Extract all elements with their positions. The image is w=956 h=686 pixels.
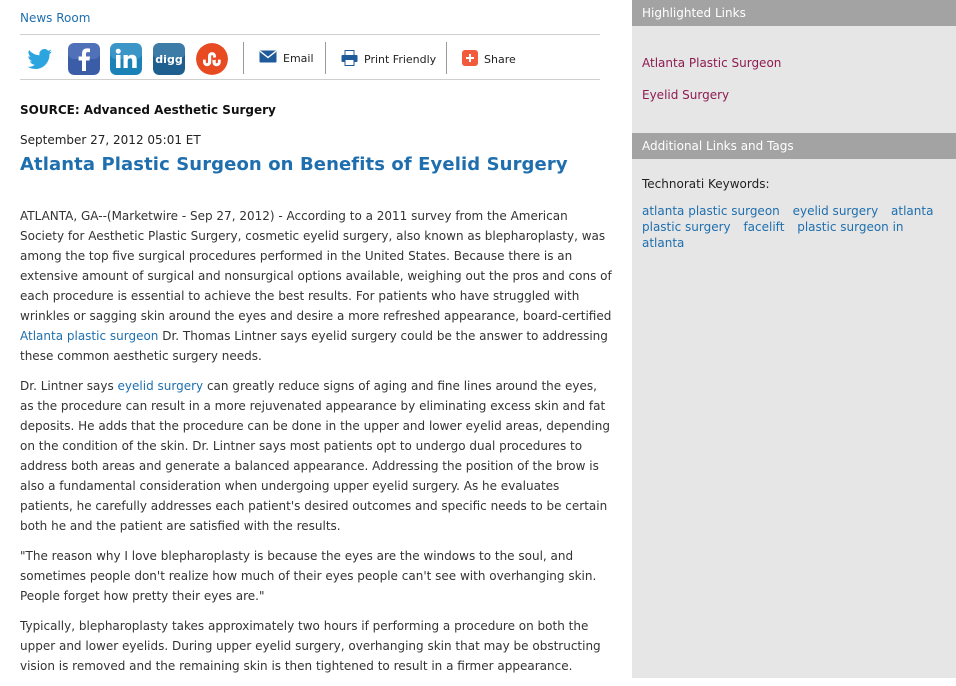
digg-icon[interactable]: [153, 43, 185, 75]
toolbar-separator: [243, 42, 244, 74]
stumbleupon-icon[interactable]: [196, 43, 228, 75]
linkedin-icon[interactable]: [110, 43, 142, 75]
envelope-icon: [259, 50, 277, 66]
keyword-link[interactable]: eyelid surgery: [792, 204, 879, 218]
additional-links-header: Additional Links and Tags: [632, 133, 956, 159]
keyword-link[interactable]: plastic surgeon in atlanta: [642, 220, 904, 250]
keyword-list: [642, 203, 942, 251]
share-button[interactable]: [462, 50, 516, 69]
share-toolbar: [20, 40, 610, 76]
plus-icon: [462, 50, 478, 69]
paragraph: ATLANTA, GA--(Marketwire - Sep 27, 2012) - According to a 2011 survey from the American Society for Aesthetic Plastic Surgery, cosmetic eyelid surgery, also known as blepharoplasty, was among the top five surgical procedures performed in the United States. Because there is an extensive amount of surgical and nonsurgical options available, weighing out the pros and cons of each procedure is essential to achieve the best results. For patients who have struggled with wrinkles or sagging skin around the eyes and desire a more refreshed appearance, board-certified Atlanta plastic surgeon Dr. Thomas Lintner says eyelid surgery could be the answer to addressing these common aesthetic surgery needs.: [20, 209, 612, 363]
technorati-keywords-label: Technorati Keywords:: [642, 177, 770, 191]
keyword-link[interactable]: atlanta plastic surgery: [642, 204, 934, 234]
publish-date: September 27, 2012 05:01 ET: [20, 133, 201, 147]
atlanta-plastic-surgeon-link[interactable]: Atlanta plastic surgeon: [20, 329, 159, 343]
keyword-link[interactable]: facelift: [743, 220, 785, 234]
email-label: Email: [283, 51, 314, 65]
print-friendly-button[interactable]: [341, 50, 436, 69]
eyelid-surgery-link[interactable]: eyelid surgery: [117, 379, 204, 393]
article-body: [20, 206, 612, 686]
sidebar-link-eyelid-surgery[interactable]: Eyelid Surgery: [642, 88, 730, 102]
highlighted-links-header: Highlighted Links: [632, 0, 956, 26]
paragraph: "The reason why I love blepharoplasty is because the eyes are the windows to the soul, and sometimes people don't realize how much of their eyes people can't see with overhanging skin. People forget how pretty their eyes are.": [20, 549, 597, 603]
printer-icon: [341, 50, 358, 69]
sidebar-link-atlanta-plastic-surgeon[interactable]: Atlanta Plastic Surgeon: [642, 56, 782, 70]
email-button[interactable]: [259, 50, 314, 66]
divider: [20, 79, 600, 80]
print-label: Print Friendly: [364, 53, 437, 66]
facebook-icon[interactable]: [68, 43, 100, 75]
sidebar: [632, 0, 956, 678]
share-label: Share: [484, 53, 516, 66]
paragraph: Typically, blepharoplasty takes approximately two hours if performing a procedure on both the upper and lower eyelids. During upper eyelid surgery, overhanging skin that may be obstructing vision is removed and the remaining skin is then tightened to result in a firmer appearance.: [20, 619, 601, 673]
divider: [20, 34, 600, 35]
toolbar-separator: [446, 42, 447, 74]
twitter-icon[interactable]: [24, 43, 56, 75]
digg-text: digg: [155, 53, 183, 66]
keyword-link[interactable]: atlanta plastic surgeon: [642, 204, 780, 218]
paragraph: Dr. Lintner says eyelid surgery can greatly reduce signs of aging and fine lines around the eyes, as the procedure can result in a more rejuvenated appearance by eliminating excess skin and fat deposits. He adds that the procedure can be done in the upper and lower eyelid areas, depending on the condition of the skin. Dr. Lintner says most patients opt to undergo dual procedures to address both areas and generate a balanced appearance. Addressing the position of the brow is also a fundamental consideration when undergoing upper eyelid surgery. As he evaluates patients, he carefully addresses each patient's desired outcomes and specific needs to be certain both he and the patient are satisfied with the results.: [20, 379, 610, 533]
breadcrumb-news-room[interactable]: News Room: [20, 11, 91, 25]
toolbar-separator: [325, 42, 326, 74]
source-line: SOURCE: Advanced Aesthetic Surgery: [20, 103, 276, 117]
article-title: Atlanta Plastic Surgeon on Benefits of Eyelid Surgery: [20, 154, 568, 175]
